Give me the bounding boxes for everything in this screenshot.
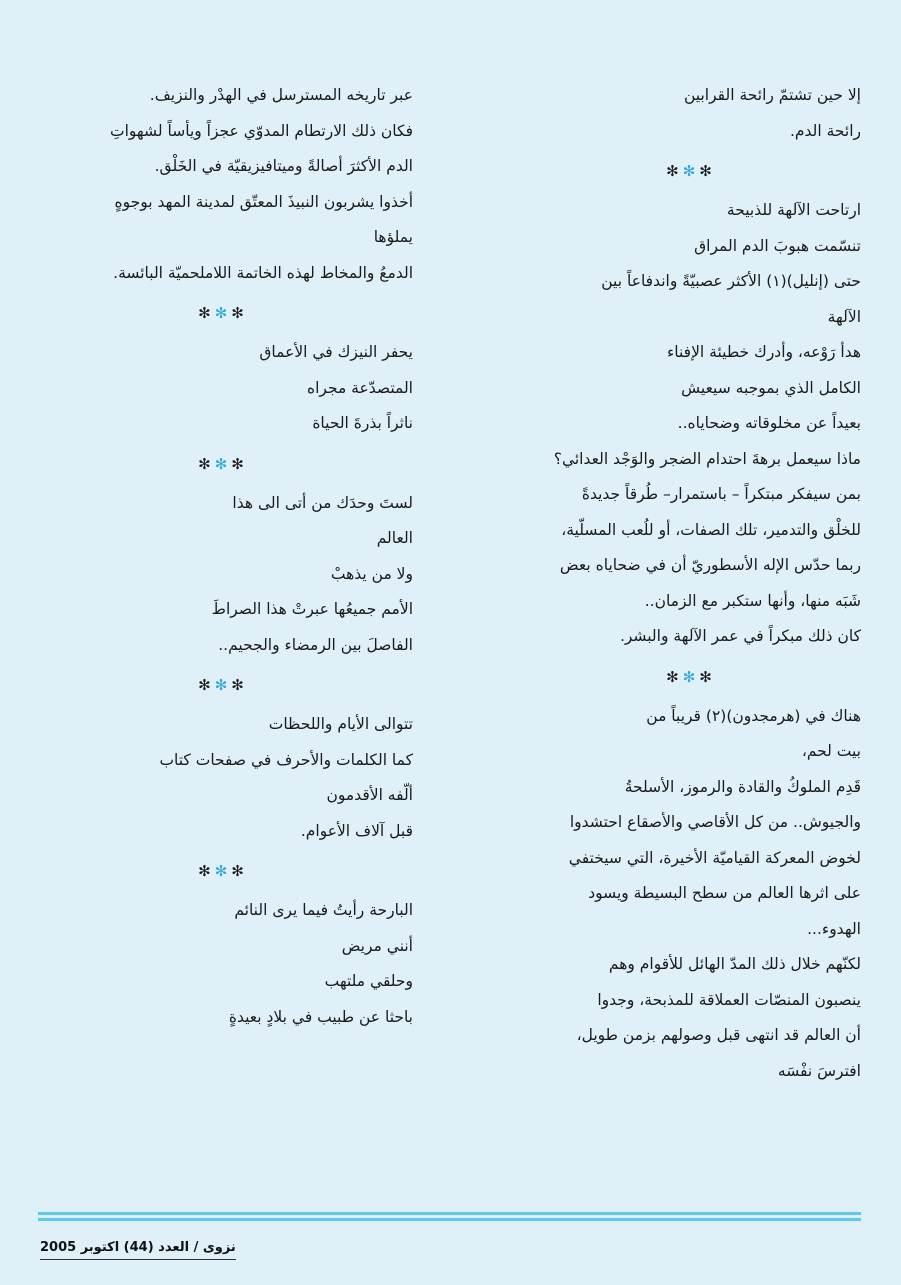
page-footer: نزوى / العدد (44) اكتوبر 2005	[40, 1240, 236, 1260]
poem-line: ماذا سيعمل برهةَ احتدام الضجر والوَجْد العدائي؟	[553, 449, 861, 468]
asterisk-icon: ✻	[699, 667, 716, 686]
asterisk-icon: ✻	[198, 454, 215, 473]
asterisk-icon: ✻	[214, 454, 232, 473]
poem-line: والجيوش.. من كل الأقاصي والأصقاع احتشدوا	[569, 813, 861, 831]
asterisk-icon: ✻	[214, 304, 232, 322]
poem-line: للخلْق والتدمير، تلك الصفات، أو للُعب المسلّية،	[561, 520, 861, 539]
poem-line: أن العالم قد انتهى قبل وصولهم بزمن طويل،	[576, 1026, 861, 1044]
poem-line: ارتاحت الآلهة للذبيحة	[726, 201, 861, 219]
poem-line: ولا من يذهبْ	[330, 564, 413, 583]
poem-line: قَدِم الملوكُ والقادة والرموز، الأسلحةُ	[624, 777, 861, 796]
asterisk-icon: ✻	[198, 676, 215, 694]
poem-line: قبل آلاف الأعوام.	[300, 821, 413, 840]
poem-line: يملؤها	[373, 228, 413, 246]
asterisk-icon: ✻	[198, 862, 215, 880]
poem-line: لستَ وحدَك من أتى الى هذا	[232, 493, 413, 512]
poem-line: رائحة الدم.	[789, 121, 861, 140]
poem-line: فكان ذلك الارتطام المدوّي عجزاً ويأساً لشهواتِ	[110, 121, 413, 140]
poem-line: شَبَه منها، وأنها ستكبر مع الزمان..	[644, 591, 861, 610]
poem-line: يحفر النيزك في الأعماق	[259, 343, 413, 361]
stanza-separator	[521, 149, 861, 193]
poem-line: وحلقي ملتهب	[324, 972, 413, 990]
poem-line: باحثا عن طبيب في بلادٍ بعيدةٍ	[228, 1007, 413, 1026]
poem-line: المتصدّعة مجراه	[306, 378, 413, 397]
poem-line: الأمم جميعُها عبرتْ هذا الصراطَ	[211, 600, 413, 618]
poem-line: الكامل الذي بموجبه سيعيش	[681, 378, 861, 397]
asterisk-icon: ✻	[198, 304, 215, 322]
asterisk-icon: ✻	[666, 667, 683, 686]
poem-line: ألّفه الأقدمون	[326, 786, 413, 804]
stanza-separator	[521, 655, 861, 699]
poem-line: لكنّهم خلال ذلك المدّ الهائل للأقوام وهم	[608, 955, 861, 973]
poem-line: افترسَ نفْسَه	[777, 1061, 861, 1080]
poem-line: البارحة رأيتُ فيما يرى النائم	[234, 901, 413, 919]
asterisk-icon: ✻	[231, 862, 248, 880]
poem-line: على اثرها العالم من سطح البسيطة ويسود	[588, 884, 861, 902]
poem-line: ربما حدّس الإله الأسطوريّ أن في ضحاياه بعض	[559, 556, 861, 574]
poem-line: لخوض المعركة القياميّة الأخيرة، التي سيختفي	[568, 848, 861, 867]
poem-line: بمن سيفكر مبتكراً – باستمرار– طُرقاً جديدةً	[581, 485, 861, 503]
asterisk-icon: ✻	[214, 862, 232, 880]
stanza-separator	[33, 442, 413, 486]
poem-line: الدمعُ والمخاط لهذه الخاتمة اللاملحميّة البائسة.	[113, 263, 413, 282]
poem-line: الفاصلَ بين الرمضاء والجحيم..	[218, 635, 413, 654]
poem-line: كما الكلمات والأحرف في صفحات كتاب	[159, 750, 413, 769]
poem-line: هناك في (هرمجدون)(٢) قريباً من	[646, 706, 861, 725]
poem-line: بعيداً عن مخلوقاته وضحاياه..	[677, 414, 861, 432]
poem-line: هدأ رَوْعه، وأدرك خطيئة الإفناء	[666, 343, 861, 361]
poem-line: تنسّمت هبوبَ الدم المراق	[694, 236, 861, 255]
asterisk-icon: ✻	[682, 162, 700, 180]
poem-line: العالم	[376, 529, 413, 547]
poem-line: الدم الأكثرَ أصالةً وميتافيزيقيّة في الخَلْق.	[154, 157, 413, 175]
poem-line: كان ذلك مبكراً في عمر الآلهة والبشر.	[619, 627, 861, 645]
asterisk-icon: ✻	[682, 667, 700, 686]
asterisk-icon: ✻	[231, 676, 248, 694]
poem-line: عبر تاريخه المسترسل في الهدْر والنزيف.	[149, 86, 413, 104]
asterisk-icon: ✻	[214, 676, 232, 694]
poem-column-right	[521, 78, 861, 1089]
poem-line: حتى (إنليل)(١) الأكثر عصبيّةً واندفاعاً بين	[601, 272, 861, 290]
poem-line: تتوالى الأيام واللحظات	[268, 715, 413, 733]
footer-rule-top	[38, 1212, 861, 1215]
stanza-separator	[33, 849, 413, 893]
poem-line: الهدوء...	[807, 919, 861, 938]
poem-line: إلا حين تشتمّ رائحة القرابين	[684, 86, 861, 104]
asterisk-icon: ✻	[231, 454, 248, 473]
poem-line: ناثراً بذرةَ الحياة	[312, 414, 413, 432]
asterisk-icon: ✻	[699, 162, 716, 180]
poem-line: ينصبون المنصّات العملاقة للمذبحة، وجدوا	[597, 990, 861, 1009]
poem-line: أنني مريض	[341, 936, 413, 955]
poem-line: الآلهة	[827, 307, 861, 326]
poem-line: أخذوا يشربون النبيذَ المعتّق لمدينة المهد بوجوهٍ	[114, 192, 413, 211]
asterisk-icon: ✻	[666, 162, 683, 180]
stanza-separator	[33, 291, 413, 335]
footer-rule-bottom	[38, 1218, 861, 1221]
poem-column-left	[33, 78, 413, 1035]
stanza-separator	[33, 663, 413, 707]
poem-line: بيت لحم،	[801, 742, 861, 760]
asterisk-icon: ✻	[231, 304, 248, 322]
